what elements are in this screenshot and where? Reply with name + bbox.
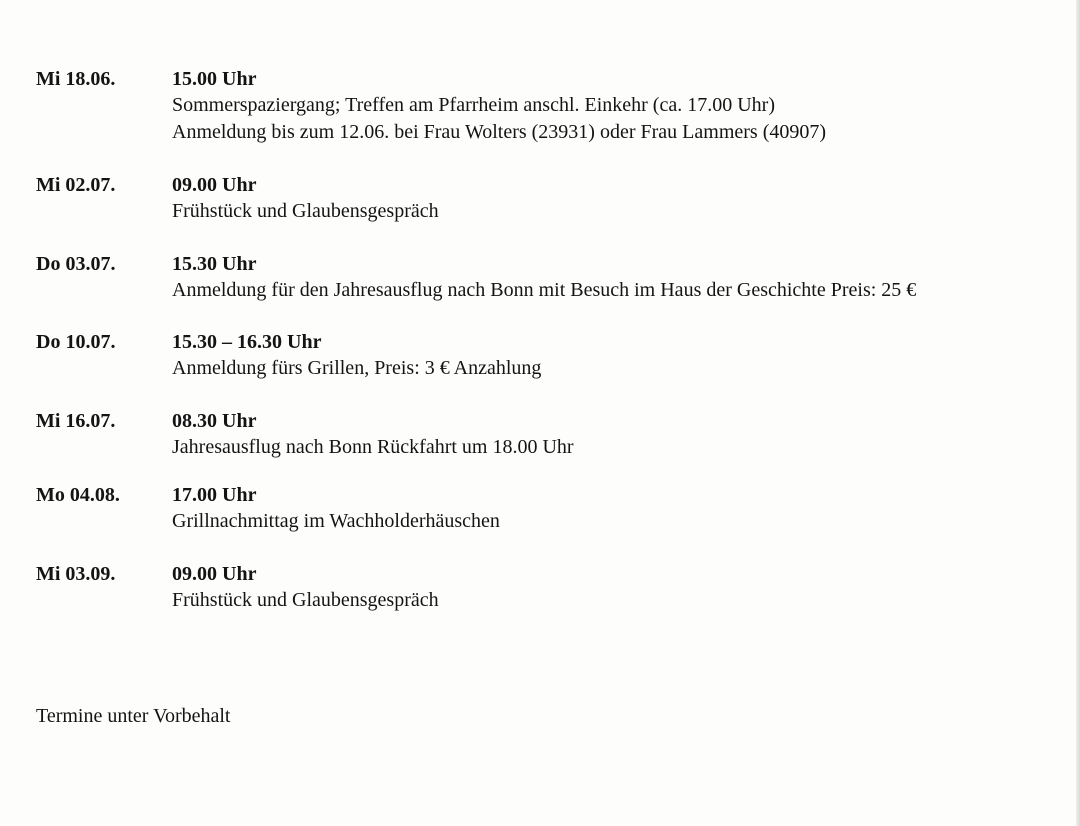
- entry-date: Mi 02.07.: [36, 174, 116, 196]
- entry-body: [172, 251, 916, 304]
- entry-time: 09.00 Uhr: [172, 563, 257, 585]
- entry-body: [172, 172, 439, 225]
- entry-date: Do 10.07.: [36, 331, 116, 353]
- entry-date: Mi 18.06.: [36, 68, 116, 90]
- page-edge-shadow: [1076, 0, 1080, 826]
- entry-description: Anmeldung bis zum 12.06. bei Frau Wolters (23931) oder Frau Lammers (40907): [172, 121, 827, 143]
- entry-date: Mo 04.08.: [36, 484, 120, 506]
- footer-note: Termine unter Vorbehalt: [36, 705, 231, 727]
- entry-time: 15.00 Uhr: [172, 68, 257, 90]
- entry-body: [172, 408, 574, 461]
- entry-date: Mi 16.07.: [36, 410, 116, 432]
- entry-body: [172, 66, 826, 146]
- entry-time: 17.00 Uhr: [172, 484, 257, 506]
- entry-body: [172, 561, 439, 614]
- entry-description: Sommerspaziergang; Treffen am Pfarrheim anschl. Einkehr (ca. 17.00 Uhr): [172, 94, 775, 116]
- entry-date: Do 03.07.: [36, 253, 116, 275]
- entry-description: Jahresausflug nach Bonn Rückfahrt um 18.00 Uhr: [172, 436, 574, 458]
- entry-description: Frühstück und Glaubensgespräch: [172, 200, 439, 222]
- entry-description: Anmeldung fürs Grillen, Preis: 3 € Anzahlung: [172, 357, 542, 379]
- entry-time: 09.00 Uhr: [172, 174, 257, 196]
- entry-time: 15.30 – 16.30 Uhr: [172, 331, 322, 353]
- entry-description: Anmeldung für den Jahresausflug nach Bonn mit Besuch im Haus der Geschichte Preis: 25 €: [172, 279, 917, 301]
- entry-time: 15.30 Uhr: [172, 253, 257, 275]
- entry-description: Grillnachmittag im Wachholderhäuschen: [172, 510, 500, 532]
- entry-body: [172, 482, 500, 535]
- entry-date: Mi 03.09.: [36, 563, 116, 585]
- entry-description: Frühstück und Glaubensgespräch: [172, 589, 439, 611]
- entry-body: [172, 329, 541, 382]
- entry-time: 08.30 Uhr: [172, 410, 257, 432]
